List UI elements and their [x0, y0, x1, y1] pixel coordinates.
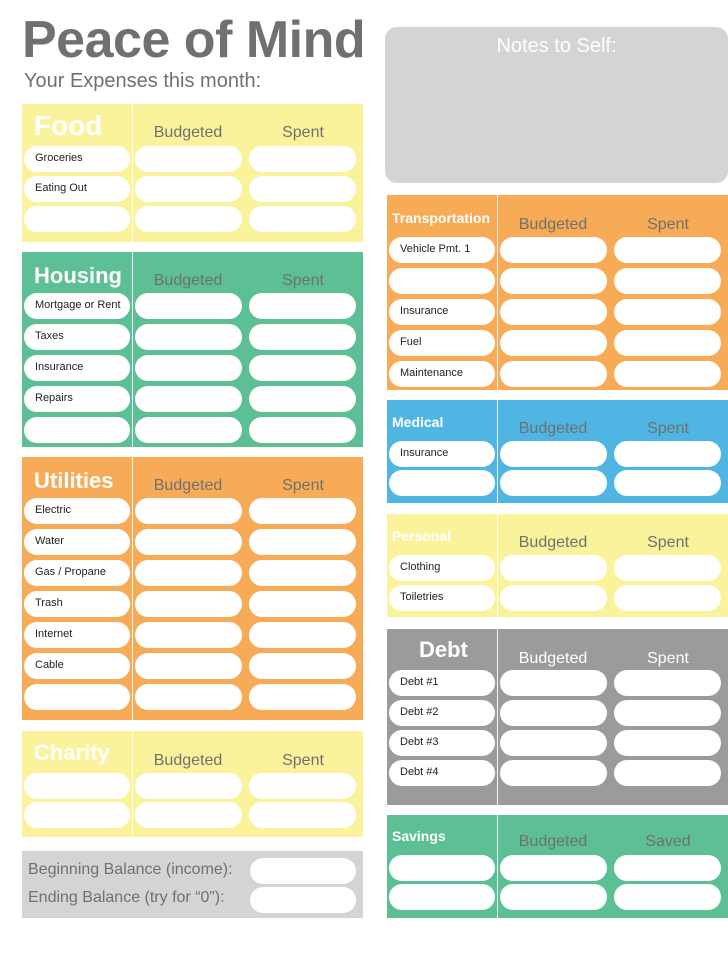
category-field[interactable]	[389, 670, 495, 696]
budgeted-field[interactable]	[500, 441, 607, 467]
notes-box[interactable]	[385, 27, 728, 183]
budgeted-field[interactable]	[500, 760, 607, 786]
category-label: Taxes	[35, 330, 64, 342]
spent-header: Spent	[647, 216, 689, 233]
category-label: Internet	[35, 628, 73, 640]
section-personal	[387, 514, 728, 617]
spent-field[interactable]	[614, 361, 721, 387]
category-field[interactable]	[24, 653, 130, 679]
category-label: Insurance	[400, 447, 449, 459]
category-field[interactable]	[389, 730, 495, 756]
budgeted-field[interactable]	[135, 324, 242, 350]
budgeted-field[interactable]	[500, 730, 607, 756]
column-divider	[132, 104, 133, 242]
spent-field[interactable]	[614, 330, 721, 356]
spent-field[interactable]	[249, 176, 356, 202]
budgeted-field[interactable]	[500, 884, 607, 910]
spent-field[interactable]	[614, 585, 721, 611]
spent-field[interactable]	[614, 760, 721, 786]
category-field[interactable]	[24, 206, 130, 232]
column-divider	[497, 815, 498, 918]
section-title-housing: Housing	[34, 263, 122, 288]
spent-field[interactable]	[249, 386, 356, 412]
budgeted-header: Budgeted	[518, 420, 588, 437]
budgeted-field[interactable]	[135, 802, 242, 828]
category-label: Fuel	[400, 336, 422, 348]
category-label: Trash	[35, 597, 63, 609]
spent-field[interactable]	[249, 560, 356, 586]
notes-label: Notes to Self:	[496, 35, 617, 57]
budgeted-field[interactable]	[135, 591, 242, 617]
category-label: Maintenance	[400, 367, 463, 379]
category-field[interactable]	[24, 591, 130, 617]
category-label: Water	[35, 535, 64, 547]
category-label: Insurance	[35, 361, 84, 373]
category-field[interactable]	[24, 324, 130, 350]
category-field[interactable]	[24, 802, 130, 828]
section-title-debt: Debt	[419, 637, 468, 662]
spent-header: Spent	[647, 420, 689, 437]
category-label: Debt #4	[400, 766, 439, 778]
spent-header: Spent	[282, 124, 324, 141]
spent-field[interactable]	[249, 529, 356, 555]
budgeted-header: Budgeted	[153, 477, 223, 494]
spent-header: Spent	[282, 477, 324, 494]
ending-balance-field[interactable]	[250, 887, 356, 913]
budgeted-field[interactable]	[135, 684, 242, 710]
spent-field[interactable]	[614, 855, 721, 881]
section-title-food: Food	[34, 110, 103, 141]
spent-field[interactable]	[614, 884, 721, 910]
category-field[interactable]	[24, 560, 130, 586]
category-label: Mortgage or Rent	[35, 299, 121, 311]
budgeted-field[interactable]	[135, 529, 242, 555]
section-title-savings: Savings	[392, 828, 446, 844]
budgeted-field[interactable]	[135, 773, 242, 799]
budgeted-field[interactable]	[135, 498, 242, 524]
category-field[interactable]	[389, 555, 495, 581]
section-title-medical: Medical	[392, 414, 444, 430]
spent-field[interactable]	[249, 591, 356, 617]
column-divider	[497, 514, 498, 617]
budgeted-field[interactable]	[135, 293, 242, 319]
category-field[interactable]	[389, 700, 495, 726]
category-field[interactable]	[389, 330, 495, 356]
budgeted-header: Budgeted	[153, 272, 223, 289]
column-divider	[132, 731, 133, 837]
section-transportation	[387, 195, 728, 390]
category-field[interactable]	[389, 237, 495, 263]
spent-field[interactable]	[249, 146, 356, 172]
budgeted-field[interactable]	[135, 386, 242, 412]
category-label: Repairs	[35, 392, 73, 404]
spent-field[interactable]	[249, 622, 356, 648]
category-field[interactable]	[389, 760, 495, 786]
spent-header: Spent	[647, 534, 689, 551]
spent-field[interactable]	[614, 670, 721, 696]
spent-header: Saved	[645, 833, 691, 850]
category-field[interactable]	[24, 176, 130, 202]
budgeted-header: Budgeted	[153, 124, 223, 141]
category-field[interactable]	[24, 355, 130, 381]
category-label: Eating Out	[35, 182, 87, 194]
category-label: Insurance	[400, 305, 449, 317]
budgeted-field[interactable]	[135, 622, 242, 648]
budgeted-field[interactable]	[135, 355, 242, 381]
balance-box	[22, 851, 363, 918]
budgeted-field[interactable]	[500, 237, 607, 263]
section-title-transportation: Transportation	[392, 210, 491, 226]
spent-field[interactable]	[614, 441, 721, 467]
category-field[interactable]	[24, 146, 130, 172]
category-field[interactable]	[24, 293, 130, 319]
section-title-charity: Charity	[34, 740, 110, 765]
category-field[interactable]	[24, 622, 130, 648]
section-debt	[387, 629, 728, 805]
category-field[interactable]	[24, 417, 130, 443]
category-label: Cable	[35, 659, 64, 671]
column-divider	[132, 457, 133, 720]
budgeted-field[interactable]	[500, 670, 607, 696]
budgeted-field[interactable]	[135, 417, 242, 443]
category-field[interactable]	[24, 773, 130, 799]
category-label: Debt #1	[400, 676, 439, 688]
budgeted-field[interactable]	[500, 555, 607, 581]
spent-field[interactable]	[249, 324, 356, 350]
budgeted-header: Budgeted	[518, 216, 588, 233]
spent-field[interactable]	[614, 470, 721, 496]
budgeted-field[interactable]	[500, 268, 607, 294]
spent-field[interactable]	[614, 268, 721, 294]
budgeted-header: Budgeted	[153, 752, 223, 769]
section-medical	[387, 400, 728, 503]
category-field[interactable]	[24, 386, 130, 412]
ending-balance-label: Ending Balance (try for “0”):	[28, 889, 225, 906]
section-charity	[22, 731, 363, 837]
section-title-utilities: Utilities	[34, 468, 114, 493]
section-utilities	[22, 457, 363, 720]
category-label: Groceries	[35, 152, 83, 164]
budgeted-field[interactable]	[135, 560, 242, 586]
category-field[interactable]	[389, 361, 495, 387]
budgeted-field[interactable]	[500, 585, 607, 611]
page-title: Peace of Mind	[22, 11, 366, 69]
category-field[interactable]	[389, 470, 495, 496]
budgeted-header: Budgeted	[518, 534, 588, 551]
beginning-balance-label: Beginning Balance (income):	[28, 861, 233, 878]
spent-field[interactable]	[614, 299, 721, 325]
spent-field[interactable]	[249, 498, 356, 524]
category-field[interactable]	[24, 498, 130, 524]
spent-field[interactable]	[614, 730, 721, 756]
category-label: Vehicle Pmt. 1	[400, 243, 471, 255]
spent-field[interactable]	[249, 355, 356, 381]
budgeted-field[interactable]	[500, 470, 607, 496]
spent-header: Spent	[647, 650, 689, 667]
budgeted-field[interactable]	[500, 299, 607, 325]
beginning-balance-field[interactable]	[250, 858, 356, 884]
budgeted-field[interactable]	[135, 176, 242, 202]
budgeted-field[interactable]	[135, 206, 242, 232]
spent-field[interactable]	[249, 684, 356, 710]
category-field[interactable]	[389, 884, 495, 910]
column-divider	[132, 252, 133, 447]
page-subtitle: Your Expenses this month:	[24, 70, 262, 92]
category-field[interactable]	[389, 268, 495, 294]
category-label: Gas / Propane	[35, 566, 106, 578]
category-label: Clothing	[400, 561, 441, 573]
budgeted-field[interactable]	[500, 700, 607, 726]
budgeted-field[interactable]	[500, 330, 607, 356]
column-divider	[497, 629, 498, 805]
category-field[interactable]	[389, 585, 495, 611]
spent-field[interactable]	[249, 653, 356, 679]
spent-field[interactable]	[249, 206, 356, 232]
section-housing	[22, 252, 363, 447]
budgeted-field[interactable]	[135, 653, 242, 679]
category-label: Debt #2	[400, 706, 439, 718]
budgeted-field[interactable]	[500, 855, 607, 881]
spent-field[interactable]	[249, 417, 356, 443]
budgeted-field[interactable]	[135, 146, 242, 172]
budgeted-header: Budgeted	[518, 650, 588, 667]
budgeted-field[interactable]	[500, 361, 607, 387]
section-title-personal: Personal	[392, 528, 452, 544]
column-divider	[497, 400, 498, 503]
section-food	[22, 104, 363, 242]
category-field[interactable]	[389, 299, 495, 325]
category-field[interactable]	[24, 529, 130, 555]
category-label: Debt #3	[400, 736, 439, 748]
budgeted-header: Budgeted	[518, 833, 588, 850]
spent-header: Spent	[282, 272, 324, 289]
category-field[interactable]	[24, 684, 130, 710]
spent-field[interactable]	[614, 555, 721, 581]
spent-header: Spent	[282, 752, 324, 769]
spent-field[interactable]	[249, 293, 356, 319]
spent-field[interactable]	[249, 773, 356, 799]
column-divider	[497, 195, 498, 390]
category-label: Electric	[35, 504, 72, 516]
section-savings	[387, 815, 728, 918]
category-field[interactable]	[389, 441, 495, 467]
spent-field[interactable]	[249, 802, 356, 828]
category-field[interactable]	[389, 855, 495, 881]
spent-field[interactable]	[614, 237, 721, 263]
category-label: Toiletries	[400, 591, 444, 603]
spent-field[interactable]	[614, 700, 721, 726]
